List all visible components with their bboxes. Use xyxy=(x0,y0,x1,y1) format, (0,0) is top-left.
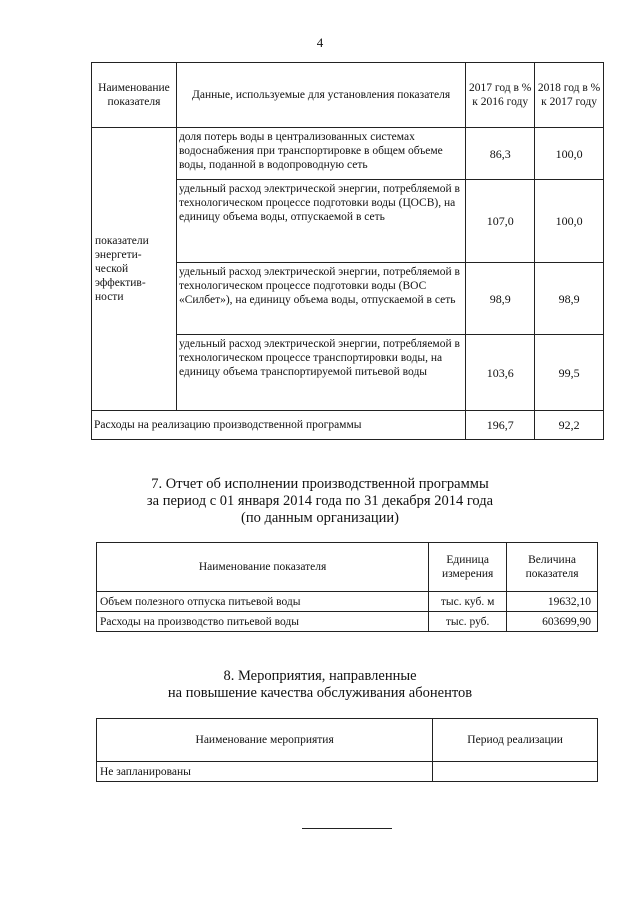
program-report-table xyxy=(96,542,598,632)
header-unit: Единица измерения xyxy=(429,543,507,592)
row-description: доля потерь воды в централизованных системах водоснабжения при транспортировке в общем объеме воды, поданной в водопроводную сеть xyxy=(176,128,465,180)
section7-line1: 7. Отчет об исполнении производственной программы xyxy=(151,476,489,492)
table-row xyxy=(92,128,604,180)
header-period: Период реализации xyxy=(433,719,598,762)
total-2017: 196,7 xyxy=(466,411,535,440)
indicator-name: Объем полезного отпуска питьевой воды xyxy=(97,592,429,612)
header-2018: 2018 год в % к 2017 году xyxy=(535,63,604,128)
page-number: 4 xyxy=(316,35,324,50)
indicator-unit: тыс. руб. xyxy=(429,612,507,632)
table-row xyxy=(97,612,598,632)
header-2017: 2017 год в % к 2016 году xyxy=(466,63,535,128)
section8-line2: на повышение качества обслуживания абонентов xyxy=(167,685,473,701)
indicator-value: 19632,10 xyxy=(507,592,598,612)
value-2018: 100,0 xyxy=(535,128,604,180)
header-measure-name: Наименование мероприятия xyxy=(97,719,433,762)
value-2018: 98,9 xyxy=(535,263,604,335)
indicator-name: Расходы на производство питьевой воды xyxy=(97,612,429,632)
measures-table xyxy=(96,718,598,782)
section7-line2: за период с 01 января 2014 года по 31 декабря 2014 года xyxy=(146,493,494,509)
value-2017: 103,6 xyxy=(466,335,535,411)
indicator-unit: тыс. куб. м xyxy=(429,592,507,612)
table-row xyxy=(97,592,598,612)
header-data: Данные, используемые для установления показателя xyxy=(176,63,465,128)
row-description: удельный расход электрической энергии, потребляемой в технологическом процессе подготовки воды (ЦОСВ), на единицу объема воды, отпускаемой в сеть xyxy=(176,180,465,263)
total-row xyxy=(92,411,604,440)
table-header-row xyxy=(92,63,604,128)
value-2017: 86,3 xyxy=(466,128,535,180)
section8-title xyxy=(0,668,640,702)
value-2017: 107,0 xyxy=(466,180,535,263)
section7-line3: (по данным организации) xyxy=(240,510,399,526)
total-label: Расходы на реализацию производственной программы xyxy=(92,411,466,440)
energy-efficiency-table xyxy=(91,62,604,440)
header-value: Величина показателя xyxy=(507,543,598,592)
table-row xyxy=(97,762,598,782)
value-2018: 99,5 xyxy=(535,335,604,411)
section8-line1: 8. Мероприятия, направленные xyxy=(223,668,417,684)
total-2018: 92,2 xyxy=(535,411,604,440)
header-indicator-name: Наименование показателя xyxy=(92,63,177,128)
indicator-value: 603699,90 xyxy=(507,612,598,632)
row-description: удельный расход электрической энергии, потребляемой в технологическом процессе подготовки воды (ВОС «Силбет»), на единицу объема воды, отпускаемой в сеть xyxy=(176,263,465,335)
group-label: показатели энергети- ческой эффектив- ности xyxy=(92,128,177,411)
section7-title xyxy=(0,476,640,527)
measure-name: Не запланированы xyxy=(97,762,433,782)
table-header-row xyxy=(97,543,598,592)
header-indicator-name: Наименование показателя xyxy=(97,543,429,592)
measure-period xyxy=(433,762,598,782)
value-2017: 98,9 xyxy=(466,263,535,335)
table-header-row xyxy=(97,719,598,762)
value-2018: 100,0 xyxy=(535,180,604,263)
footer-divider xyxy=(302,828,392,829)
row-description: удельный расход электрической энергии, потребляемой в технологическом процессе транспортировки воды, на единицу объема транспортируемой питьевой воды xyxy=(176,335,465,411)
